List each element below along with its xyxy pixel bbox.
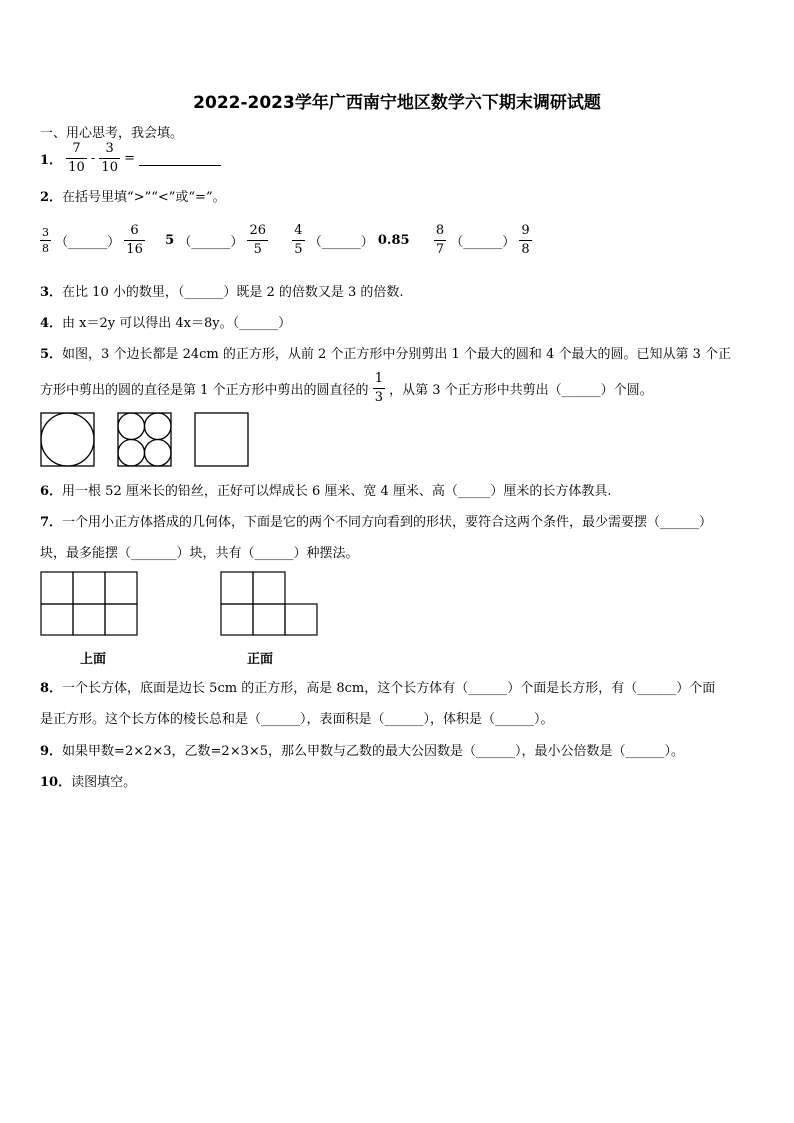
fraction-8-7: $\frac{8}{7}$ bbox=[435, 223, 445, 257]
question-text: 由 x＝2y 可以得出 4x＝8y。（______） bbox=[62, 316, 292, 331]
question-5-line-1 bbox=[40, 343, 731, 362]
question-text: 在比 10 小的数里，（______）既是 2 的倍数又是 3 的倍数. bbox=[62, 285, 404, 300]
fraction-4-5: $\frac{4}{5}$ bbox=[294, 223, 303, 257]
number-5: 5 bbox=[165, 233, 175, 248]
question-3 bbox=[40, 281, 404, 300]
section-heading: 一、用心思考，我会填。 bbox=[40, 126, 184, 141]
compare-blank[interactable]: （______） bbox=[178, 235, 244, 250]
question-text: 块，最多能摆（_______）块，共有（______）种摆法。 bbox=[40, 546, 359, 561]
question-9 bbox=[40, 740, 684, 759]
question-number: 8． bbox=[40, 681, 63, 696]
fraction-1-3: $\frac{1}{3}$ bbox=[374, 371, 383, 405]
question-number: 7． bbox=[40, 515, 63, 530]
compare-blank[interactable]: （______） bbox=[450, 235, 516, 250]
minus-sign: - bbox=[90, 151, 96, 166]
question-text: 方形中剪出的圆的直径是第 1 个正方形中剪出的圆直径的 bbox=[40, 383, 369, 398]
question-1 bbox=[40, 140, 221, 177]
question-10 bbox=[40, 771, 136, 790]
question-number: 3． bbox=[40, 285, 63, 300]
question-7-line-1 bbox=[40, 511, 712, 530]
square-four-circles bbox=[118, 413, 171, 466]
question-2-compare-row bbox=[40, 222, 532, 259]
top-view-grid bbox=[40, 571, 140, 637]
squares-figure bbox=[40, 412, 252, 468]
fraction-3-8: $\frac{3}{8}$ bbox=[42, 226, 49, 255]
top-view-label: 上面 bbox=[80, 652, 107, 667]
question-number: 6． bbox=[40, 484, 63, 499]
front-view-grid bbox=[220, 571, 320, 637]
question-number: 10． bbox=[40, 775, 72, 790]
number-0-85: 0.85 bbox=[377, 233, 410, 248]
question-number: 2． bbox=[40, 190, 63, 205]
fraction-9-8: $\frac{9}{8}$ bbox=[521, 223, 530, 257]
question-text: 在括号里填“>”“<”或“=”。 bbox=[62, 190, 226, 205]
question-number: 9． bbox=[40, 744, 63, 759]
square-one-circle bbox=[41, 413, 94, 466]
question-text: 读图填空。 bbox=[71, 775, 137, 790]
question-text: 一个用小正方体搭成的几何体，下面是它的两个不同方向看到的形状，要符合这两个条件，最少需要摆（______） bbox=[62, 515, 713, 530]
question-text: 用一根 52 厘米长的铅丝，正好可以焊成长 6 厘米、宽 4 厘米、高（_____）厘米的长方体教具. bbox=[62, 484, 612, 499]
question-4 bbox=[40, 312, 291, 331]
question-text: 一个长方体，底面是边长 5cm 的正方形，高是 8cm，这个长方体有（______）个面是长方形，有（______）个面 bbox=[62, 681, 716, 696]
question-6 bbox=[40, 480, 612, 499]
question-text: 如果甲数=2×2×3，乙数=2×3×5，那么甲数与乙数的最大公因数是（______），最小公倍数是（______）。 bbox=[62, 744, 685, 759]
fraction-1: $\frac{7}{10}$ bbox=[68, 141, 85, 175]
question-text: 如图，3 个边长都是 24cm 的正方形，从前 2 个正方形中分别剪出 1 个最大的圆和 4 个最大的圆。已知从第 3 个正 bbox=[62, 347, 732, 362]
question-8-line-2 bbox=[40, 708, 554, 727]
question-text: ，从第 3 个正方形中共剪出（______）个圆。 bbox=[389, 383, 653, 398]
compare-blank[interactable]: （______） bbox=[308, 235, 374, 250]
question-8-line-1 bbox=[40, 677, 715, 696]
question-number: 5． bbox=[40, 347, 63, 362]
answer-blank[interactable] bbox=[139, 151, 221, 166]
front-view-label: 正面 bbox=[247, 652, 274, 667]
fraction-6-16: $\frac{6}{16}$ bbox=[126, 223, 143, 257]
question-number: 1． bbox=[40, 153, 63, 168]
question-7-line-2 bbox=[40, 542, 359, 561]
question-text: 是正方形。这个长方体的棱长总和是（______），表面积是（______），体积是（______）。 bbox=[40, 712, 554, 727]
square-empty bbox=[195, 413, 248, 466]
question-2 bbox=[40, 186, 226, 205]
compare-blank[interactable]: （______） bbox=[55, 235, 121, 250]
question-5-line-2 bbox=[40, 370, 653, 407]
question-number: 4． bbox=[40, 316, 63, 331]
fraction-2: $\frac{3}{10}$ bbox=[101, 141, 118, 175]
fraction-26-5: $\frac{26}{5}$ bbox=[249, 223, 267, 257]
equals-sign: = bbox=[124, 151, 136, 166]
page-title: 2022-2023学年广西南宁地区数学六下期末调研试题 bbox=[193, 93, 601, 113]
